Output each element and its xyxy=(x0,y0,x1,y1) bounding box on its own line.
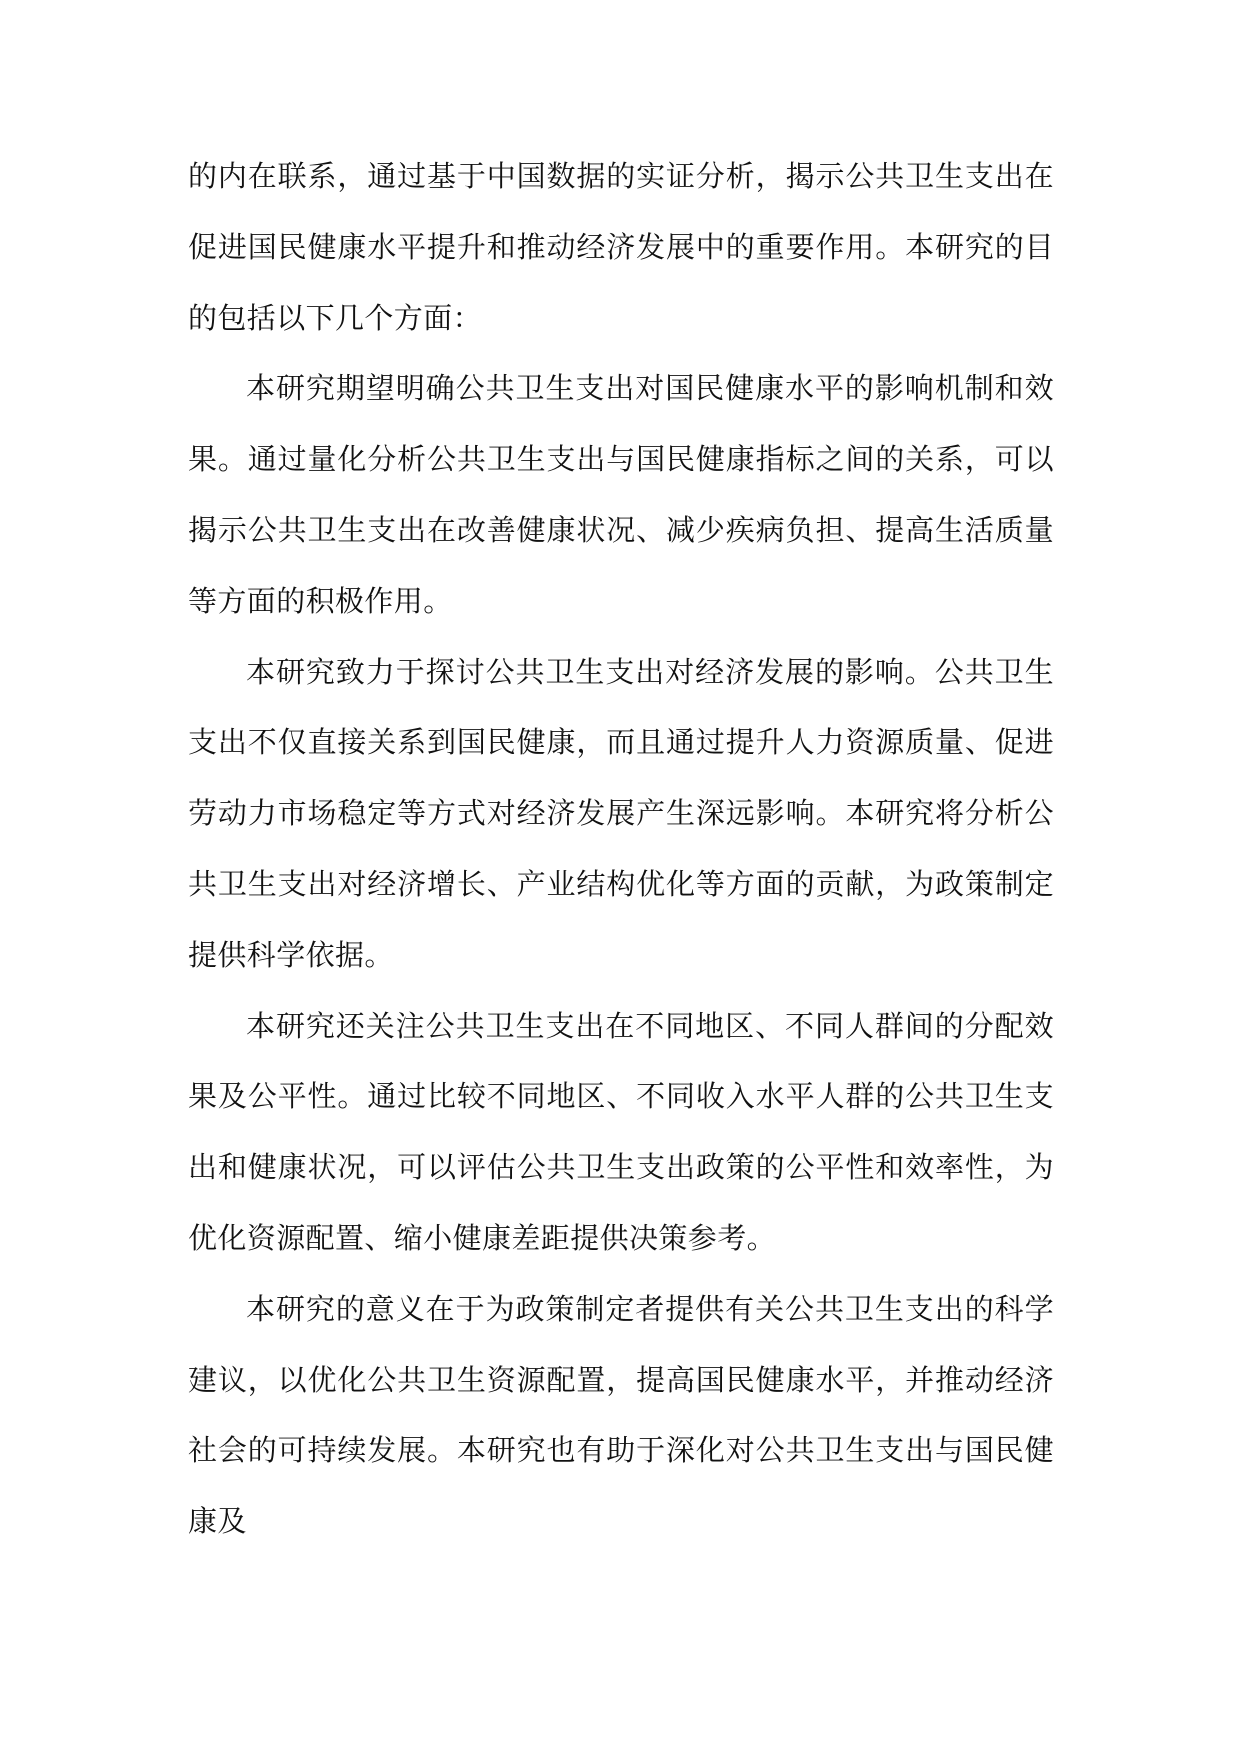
paragraph-4: 本研究还关注公共卫生支出在不同地区、不同人群间的分配效果及公平性。通过比较不同地区、不同收入水平人群的公共卫生支出和健康状况，可以评估公共卫生支出政策的公平性和效率性，为优化资源配置、缩小健康差距提供决策参考。 xyxy=(188,1008,1054,1255)
paragraph-2: 本研究期望明确公共卫生支出对国民健康水平的影响机制和效果。通过量化分析公共卫生支出与国民健康指标之间的关系，可以揭示公共卫生支出在改善健康状况、减少疾病负担、提高生活质量等方面的积极作用。 xyxy=(188,371,1054,618)
paragraph-1: 的内在联系，通过基于中国数据的实证分析，揭示公共卫生支出在促进国民健康水平提升和推动经济发展中的重要作用。本研究的目的包括以下几个方面： xyxy=(188,159,1054,335)
paragraph-3: 本研究致力于探讨公共卫生支出对经济发展的影响。公共卫生支出不仅直接关系到国民健康，而且通过提升人力资源质量、促进劳动力市场稳定等方式对经济发展产生深远影响。本研究将分析公共卫生支出对经济增长、产业结构优化等方面的贡献，为政策制定提供科学依据。 xyxy=(188,654,1054,972)
body-text xyxy=(188,141,1054,1557)
paragraph-5: 本研究的意义在于为政策制定者提供有关公共卫生支出的科学建议，以优化公共卫生资源配置，提高国民健康水平，并推动经济社会的可持续发展。本研究也有助于深化对公共卫生支出与国民健康及 xyxy=(188,1291,1054,1539)
